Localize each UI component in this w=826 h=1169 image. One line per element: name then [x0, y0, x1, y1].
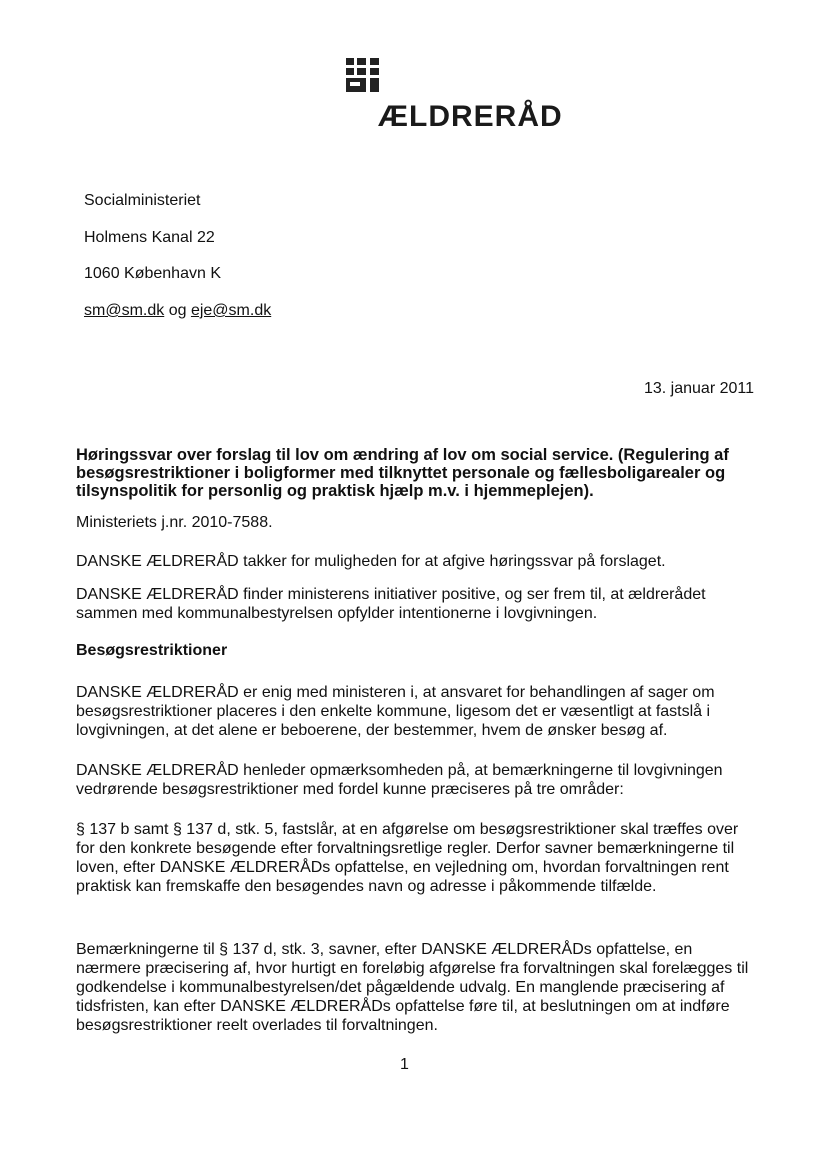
- paragraph-2: DANSKE ÆLDRERÅD finder ministerens initiativer positive, og ser frem til, at ældrerådet sammen med kommunalbestyrelsen opfylder intentionerne i lovgivningen.: [76, 586, 706, 622]
- paragraph-3: DANSKE ÆLDRERÅD er enig med ministeren i, at ansvaret for behandlingen af sager om besøgsrestriktioner placeres i den enkelte kommune, ligesom det er væsentligt at fastslå i lovgivningen, at det alene er beboerene, der bestemmer, hvem de ønsker besøg af.: [76, 684, 715, 739]
- paragraph-1: DANSKE ÆLDRERÅD takker for muligheden for at afgive høringssvar på forslaget.: [76, 553, 666, 570]
- recipient-name: Socialministeriet: [84, 192, 201, 209]
- letter-date: 13. januar 2011: [643, 380, 754, 397]
- section-title: Besøgsrestriktioner: [76, 642, 228, 659]
- paragraph-6: Bemærkningerne til § 137 d, stk. 3, savner, efter DANSKE ÆLDRERÅDs opfattelse, en nærmere præcisering af, hvor hurtigt en foreløbig afgørelse fra forvaltningen skal forelægges til godkendelse i kommunalbestyrelsen/det pågældende udvalg. En manglende præcisering af tidsfristen, kan efter DANSKE ÆLDRERÅDs opfattelse føre til, at beslutningen om at indføre besøgsrestriktioner reelt overlades til forvaltningen.: [76, 941, 749, 1034]
- recipient-city: 1060 København K: [84, 265, 221, 282]
- email-link-1[interactable]: sm@sm.dk: [84, 302, 165, 319]
- organisation-name: ÆLDRERÅD: [378, 100, 563, 133]
- email-joiner: og: [168, 302, 187, 319]
- subject-heading: Høringssvar over forslag til lov om ændring af lov om social service. (Regulering af besøgsrestriktioner i boligformer med tilknyttet personale og fællesboligarealer og tilsynspolitik for personlig og praktisk hjælp m.v. i hjemmeplejen).: [76, 446, 729, 500]
- page-number: 1: [400, 1056, 409, 1073]
- paragraph-4: DANSKE ÆLDRERÅD henleder opmærksomheden på, at bemærkningerne til lovgivningen vedrørende besøgsrestriktioner med fordel kunne præciseres på tre områder:: [76, 762, 723, 798]
- paragraph-5: § 137 b samt § 137 d, stk. 5, fastslår, at en afgørelse om besøgsrestriktioner skal træffes over for den konkrete besøgende efter forvaltningsretlige regler. Derfor savner bemærkningerne til loven, efter DANSKE ÆLDRERÅDs opfattelse, en vejledning om, hvordan forvaltningen rent praktisk kan fremskaffe den besøgendes navn og adresse i påkommende tilfælde.: [76, 821, 739, 895]
- email-link-2[interactable]: eje@sm.dk: [190, 302, 272, 319]
- recipient-emails: [84, 302, 271, 320]
- recipient-street: Holmens Kanal 22: [84, 229, 215, 246]
- reference-number: Ministeriets j.nr. 2010-7588.: [76, 514, 273, 531]
- aeldreraad-logo-icon: [344, 56, 390, 96]
